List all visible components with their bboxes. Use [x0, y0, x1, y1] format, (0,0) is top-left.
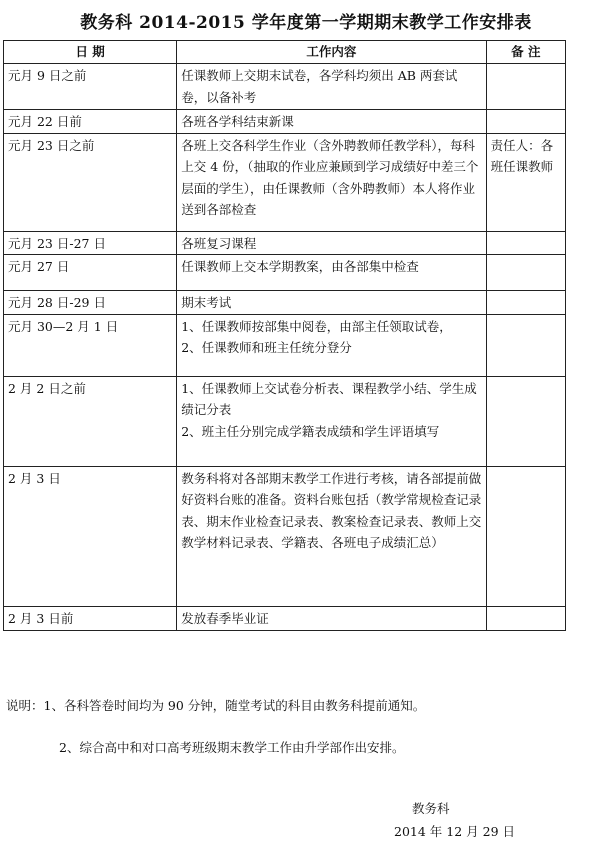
row-date: 2 月 3 日前: [4, 606, 177, 630]
row-content: [177, 606, 486, 630]
content-paragraph: 期末考试: [181, 295, 232, 310]
row-note: [486, 314, 565, 376]
row-note: [486, 231, 565, 255]
row-date: 元月 30—2 月 1 日: [4, 314, 177, 376]
table-row: [4, 314, 566, 376]
row-note: [486, 376, 565, 466]
content-paragraph: 1、任课教师按部集中阅卷，由部主任领取试卷，: [181, 318, 452, 334]
header-note: 备 注: [486, 41, 565, 64]
content-paragraph: 各班复习课程: [181, 235, 257, 251]
row-note: [486, 110, 565, 134]
row-content: [177, 133, 486, 231]
table-row: [4, 291, 566, 315]
row-note: [486, 255, 565, 291]
header-content: 工作内容: [177, 41, 486, 64]
row-content: [177, 64, 486, 110]
row-content: [177, 314, 486, 376]
table-row: [4, 64, 566, 110]
row-content: [177, 466, 486, 606]
row-date: 2 月 2 日之前: [4, 376, 177, 466]
content-paragraph: 2、任课教师和班主任统分登分: [181, 340, 352, 355]
table-row: [4, 231, 566, 255]
content-paragraph: 1、任课教师上交试卷分析表、课程教学小结、学生成绩记分表: [181, 380, 477, 417]
content-paragraph: 发放春季毕业证: [181, 610, 269, 626]
row-date: 元月 22 日前: [4, 110, 177, 134]
table-header-row: [4, 41, 566, 64]
row-note: 责任人：各班任课教师: [486, 133, 565, 231]
row-date: 2 月 3 日: [4, 466, 177, 606]
table-row: [4, 376, 566, 466]
row-note: [486, 64, 565, 110]
row-note: [486, 466, 565, 606]
row-content: [177, 255, 486, 291]
content-paragraph: 各班各学科结束新课: [181, 114, 294, 129]
row-date: 元月 27 日: [4, 255, 177, 291]
content-paragraph: 教务科将对各部期末教学工作进行考核，请各部提前做好资料台账的准备。资料台账包括（教学常规检查记录表、期末作业检查记录表、教案检查记录表、教师上交教学材料记录表、学籍表、各班电子成绩汇总）: [181, 470, 482, 550]
table-row: [4, 606, 566, 630]
table-row: [4, 110, 566, 134]
row-date: 元月 9 日之前: [4, 64, 177, 110]
note-2: 2、综合高中和对口高考班级期末教学工作由升学部作出安排。: [59, 740, 405, 755]
note-1: 说明：1、各科答卷时间均为 90 分钟，随堂考试的科目由教务科提前通知。: [6, 698, 426, 713]
row-content: [177, 376, 486, 466]
row-content: [177, 231, 486, 255]
row-content: [177, 110, 486, 134]
row-date: 元月 23 日-27 日: [4, 231, 177, 255]
content-paragraph: 任课教师上交本学期教案，由各部集中检查: [181, 259, 419, 274]
table-row: [4, 255, 566, 291]
signature-date: 2014 年 12 月 29 日: [394, 824, 515, 839]
row-date: 元月 28 日-29 日: [4, 291, 177, 315]
content-paragraph: 任课教师上交期末试卷，各学科均须出 AB 两套试卷，以备补考: [181, 68, 458, 105]
row-date: 元月 23 日之前: [4, 133, 177, 231]
content-paragraph: 各班上交各科学生作业（含外聘教师任教学科），每科上交 4 份，（抽取的作业应兼顾到学习成绩好中差三个层面的学生），由任课教师（含外聘教师）本人将作业送到各部检查: [181, 137, 479, 217]
row-note: [486, 606, 565, 630]
row-content: [177, 291, 486, 315]
header-date: 日 期: [4, 41, 177, 64]
table-row: [4, 133, 566, 231]
signature-dept: 教务科: [412, 801, 450, 816]
row-note: [486, 291, 565, 315]
content-paragraph: 2、班主任分别完成学籍表成绩和学生评语填写: [181, 423, 440, 439]
document-title: 教务科 2014-2015 学年度第一学期期末教学工作安排表: [80, 13, 532, 33]
table-row: [4, 466, 566, 606]
schedule-table: [3, 40, 566, 631]
